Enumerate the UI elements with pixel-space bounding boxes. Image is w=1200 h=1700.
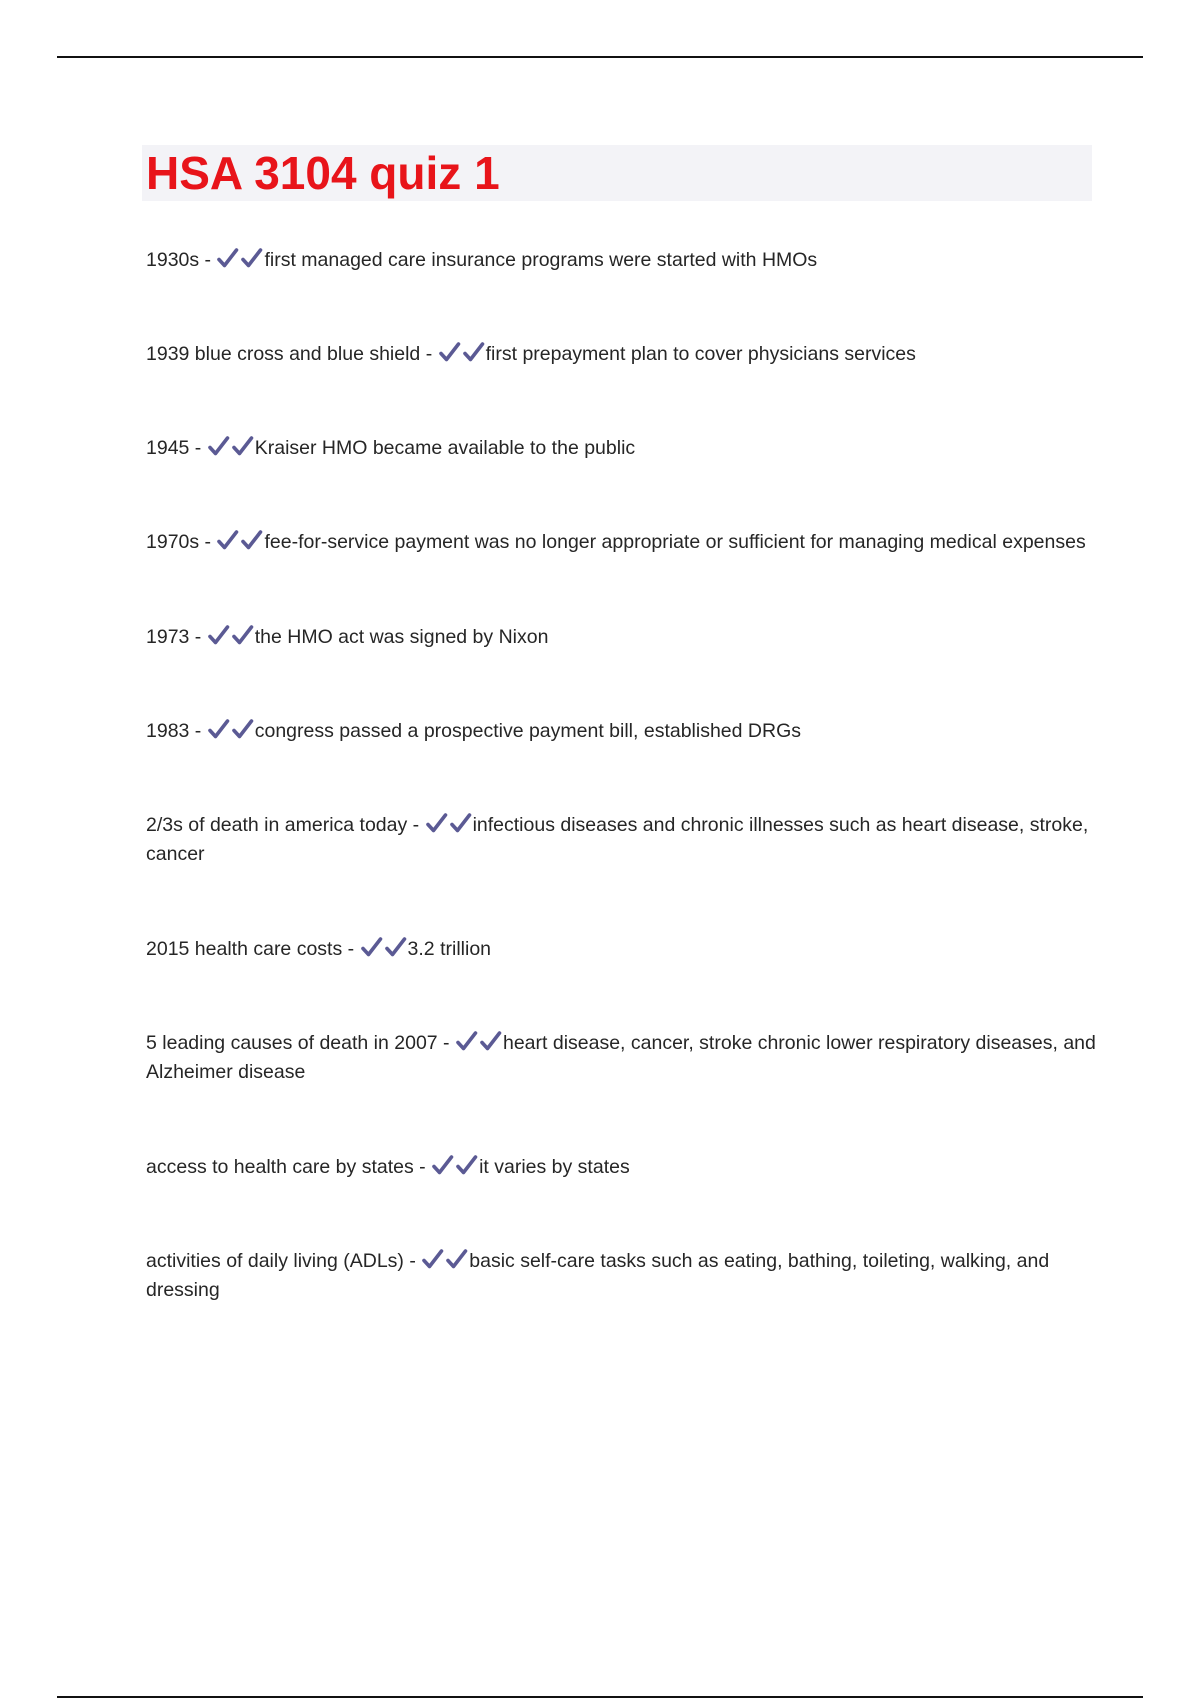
- flashcard-entry: [146, 811, 1096, 869]
- top-rule: [57, 56, 1143, 58]
- check-icon: [207, 624, 231, 646]
- entry-definition: infectious diseases and chronic illnesses such as heart disease, stroke, cancer: [146, 814, 1089, 865]
- flashcard-list: [146, 246, 1096, 1305]
- entry-term: 1970s -: [146, 531, 212, 553]
- entry-definition: first prepayment plan to cover physicians services: [485, 343, 916, 365]
- bottom-rule: [57, 1696, 1143, 1698]
- entry-term: 2/3s of death in america today -: [146, 814, 420, 836]
- check-icon: [231, 718, 255, 740]
- check-icon: [231, 624, 255, 646]
- double-check-icon: [207, 720, 255, 742]
- check-icon: [431, 1154, 455, 1176]
- entry-definition: it varies by states: [479, 1156, 630, 1178]
- check-icon: [479, 1030, 503, 1052]
- check-icon: [240, 529, 264, 551]
- flashcard-entry: [146, 528, 1096, 557]
- entry-term: 2015 health care costs -: [146, 938, 355, 960]
- check-icon: [231, 435, 255, 457]
- flashcard-entry: [146, 246, 1096, 275]
- check-icon: [240, 247, 264, 269]
- flashcard-entry: [146, 935, 1096, 964]
- check-icon: [207, 718, 231, 740]
- double-check-icon: [216, 249, 264, 271]
- check-icon: [216, 529, 240, 551]
- check-icon: [216, 247, 240, 269]
- entry-definition: heart disease, cancer, stroke chronic lower respiratory diseases, and Alzheimer disease: [146, 1032, 1096, 1083]
- double-check-icon: [216, 531, 264, 553]
- double-check-icon: [425, 814, 473, 836]
- entry-definition: the HMO act was signed by Nixon: [254, 626, 549, 648]
- check-icon: [445, 1248, 469, 1270]
- entry-term: 1939 blue cross and blue shield -: [146, 343, 433, 365]
- flashcard-entry: [146, 1029, 1096, 1087]
- flashcard-entry: [146, 1153, 1096, 1182]
- double-check-icon: [421, 1250, 469, 1272]
- double-check-icon: [207, 437, 255, 459]
- entry-definition: fee-for-service payment was no longer appropriate or sufficient for managing medical expenses: [264, 531, 1086, 553]
- flashcard-entry: [146, 623, 1096, 652]
- check-icon: [455, 1154, 479, 1176]
- check-icon: [360, 936, 384, 958]
- entry-term: activities of daily living (ADLs) -: [146, 1250, 416, 1272]
- entry-definition: first managed care insurance programs were started with HMOs: [264, 249, 818, 271]
- entry-definition: basic self-care tasks such as eating, bathing, toileting, walking, and dressing: [146, 1250, 1050, 1301]
- entry-term: 1945 -: [146, 437, 202, 459]
- entry-term: 5 leading causes of death in 2007 -: [146, 1032, 450, 1054]
- entry-term: access to health care by states -: [146, 1156, 426, 1178]
- entry-term: 1930s -: [146, 249, 212, 271]
- check-icon: [462, 341, 486, 363]
- entry-definition: 3.2 trillion: [407, 938, 492, 960]
- double-check-icon: [438, 343, 486, 365]
- double-check-icon: [360, 938, 408, 960]
- flashcard-entry: [146, 1247, 1096, 1305]
- flashcard-entry: [146, 340, 1096, 369]
- page-title: HSA 3104 quiz 1: [146, 147, 500, 199]
- flashcard-entry: [146, 434, 1096, 463]
- check-icon: [438, 341, 462, 363]
- check-icon: [207, 435, 231, 457]
- check-icon: [455, 1030, 479, 1052]
- entry-term: 1983 -: [146, 720, 202, 742]
- check-icon: [421, 1248, 445, 1270]
- entry-term: 1973 -: [146, 626, 202, 648]
- check-icon: [384, 936, 408, 958]
- check-icon: [425, 812, 449, 834]
- double-check-icon: [207, 626, 255, 648]
- double-check-icon: [455, 1032, 503, 1054]
- entry-definition: Kraiser HMO became available to the public: [254, 437, 636, 459]
- double-check-icon: [431, 1156, 479, 1178]
- flashcard-entry: [146, 717, 1096, 746]
- entry-definition: congress passed a prospective payment bill, established DRGs: [254, 720, 801, 742]
- check-icon: [449, 812, 473, 834]
